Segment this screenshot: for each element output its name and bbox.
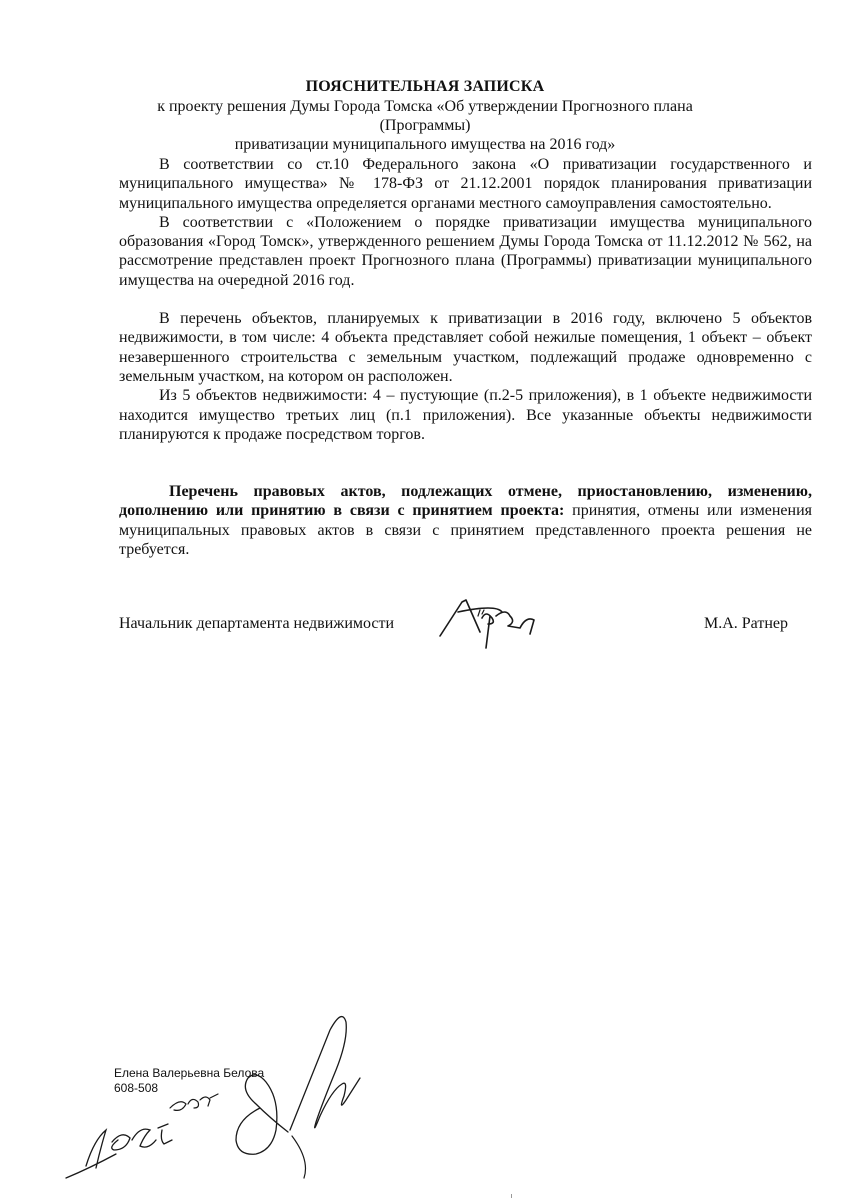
legal-acts-section (119, 482, 812, 559)
handwritten-initials-icon (60, 1000, 380, 1200)
executor-name: Елена Валерьевна Белова (114, 1066, 265, 1080)
signatory-name: М.А. Ратнер (704, 615, 789, 632)
document-body (119, 155, 812, 444)
legal-acts-heading: Перечень правовых актов, подлежащих отмене, приостановлению, изменению, дополнению или принятию в связи с принятием проекта: (119, 483, 812, 520)
signature-icon (436, 594, 546, 650)
subtitle-line-1: к проекту решения Думы Города Томска «Об утверждении Прогнозного плана (Программы) (157, 98, 693, 134)
signatory-position: Начальник департамента недвижимости (119, 615, 395, 632)
legal-acts-paragraph (119, 482, 812, 559)
executor-phone: 608-508 (114, 1081, 159, 1095)
document-subtitle (110, 97, 740, 154)
scan-artifact (511, 1194, 512, 1198)
legal-acts-text: принятия, отмены или изменения муниципальных правовых актов в связи с принятием представленного проекта решения не требуется. (119, 502, 812, 558)
subtitle-line-2: приватизации муниципального имущества на 2016 год» (234, 136, 616, 153)
document-title: ПОЯСНИТЕЛЬНАЯ ЗАПИСКА (305, 78, 545, 95)
paragraph-2: В соответствии с «Положением о порядке приватизации имущества муниципального образования «Город Томск», утвержденного решением Думы Города Томска от 11.12.2012 № 562, на рассмотрение представлен проект Прогнозного плана (Программы) приватизации муниципального имущества на очередной 2016 год. (119, 213, 812, 289)
paragraph-1: В соответствии со ст.10 Федерального закона «О приватизации государственного и муниципального имущества» № 178-ФЗ от 21.12.2001 порядок планирования приватизации муниципального имущества определяется органами местного самоуправления самостоятельно. (119, 156, 812, 212)
paragraph-3: В перечень объектов, планируемых к приватизации в 2016 году, включено 5 объектов недвижимости, в том числе: 4 объекта представляет собой нежилые помещения, 1 объект – объект незавершенного строительства с земельным участком, подлежащий продаже одновременно с земельным участком, на котором он расположен. (119, 310, 812, 385)
paragraph-4: Из 5 объектов недвижимости: 4 – пустующие (п.2-5 приложения), в 1 объекте недвижимости находится имущество третьих лиц (п.1 приложения). Все указанные объекты недвижимости планируются к продаже посредством торгов. (119, 387, 812, 443)
